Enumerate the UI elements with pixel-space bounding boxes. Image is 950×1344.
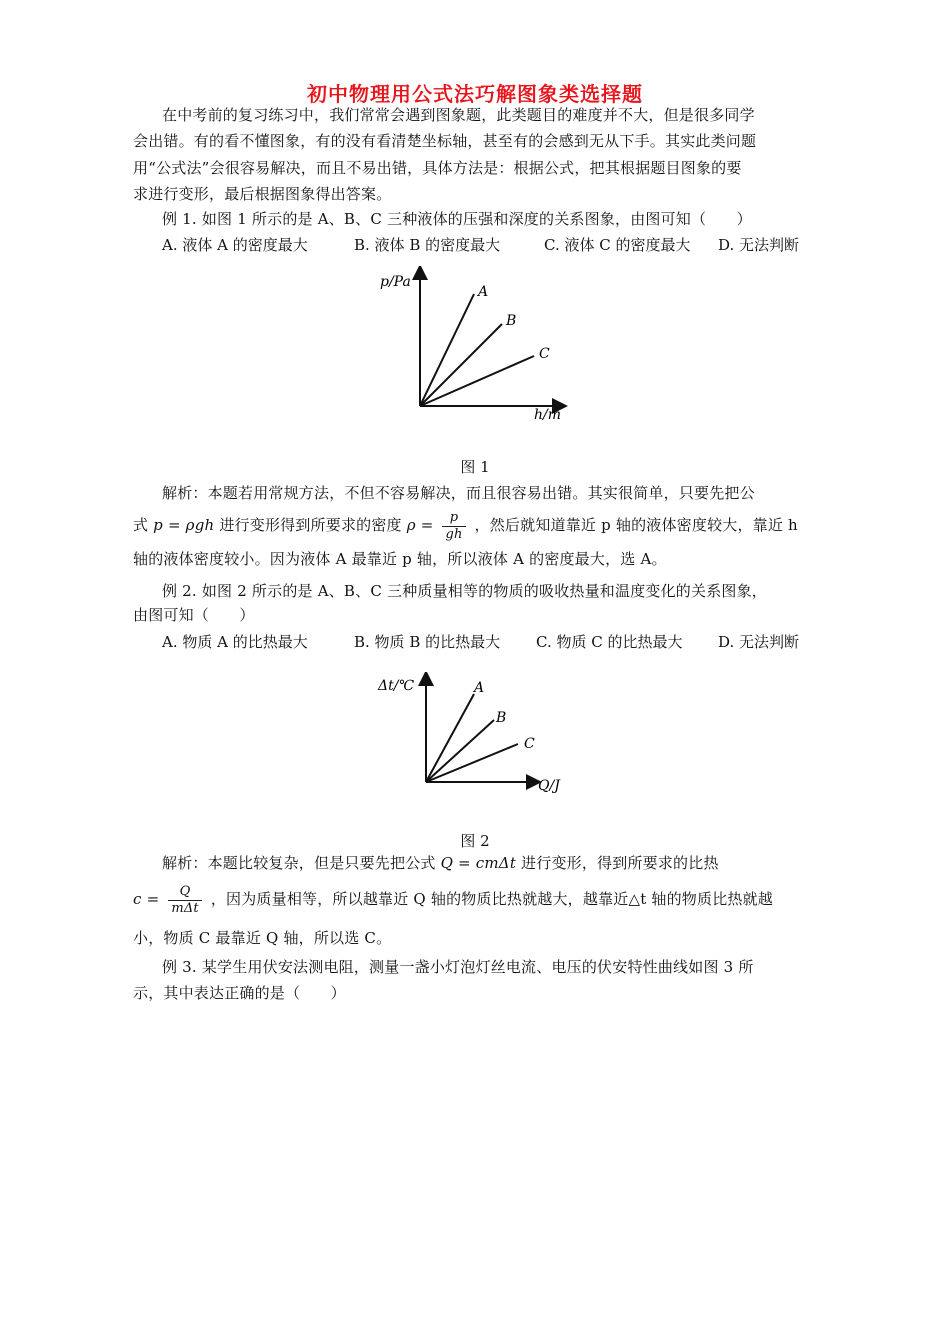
figure-1-x-label: h/m — [534, 407, 562, 423]
figure-1-line-b — [420, 324, 502, 406]
example-1-analysis-line-2: 式 p = ρgh 进行变形得到所要求的密度 ρ = $\frac{p}{gh}$ ，然后就知道靠近 p 轴的液体密度较大，靠近 h — [133, 509, 798, 542]
example-2-option-a: A. 物质 A 的比热最大 — [162, 633, 308, 651]
example-2-option-b: B. 物质 B 的比热最大 — [354, 633, 501, 651]
example-2-question-line-1: 例 2. 如图 2 所示的是 A、B、C 三种质量相等的物质的吸收热量和温度变化的关系图象， — [162, 582, 767, 600]
figure-1-caption: 图 1 — [460, 458, 490, 476]
intro-line-3: 用“公式法”会很容易解决，而且不易出错，具体方法是：根据公式，把其根据题目图象的要 — [133, 159, 742, 177]
example-1-option-a: A. 液体 A 的密度最大 — [162, 236, 308, 254]
figure-2-x-label: Q/J — [538, 778, 560, 794]
intro-line-1: 在中考前的复习练习中，我们常常会遇到图象题，此类题目的难度并不大，但是很多同学 — [162, 106, 755, 124]
intro-line-2: 会出错。有的看不懂图象，有的没有看清楚坐标轴，甚至有的会感到无从下手。其实此类问题 — [133, 132, 757, 150]
figure-1-graph — [370, 266, 580, 426]
example-2-option-d: D. 无法判断 — [718, 633, 800, 651]
example-1-option-b: B. 液体 B 的密度最大 — [354, 236, 501, 254]
example-1-question: 例 1. 如图 1 所示的是 A、B、C 三种液体的压强和深度的关系图象，由图可知（ ） — [162, 210, 752, 228]
figure-1-line-c — [420, 356, 534, 406]
figure-2-label-a: A — [474, 680, 485, 696]
example-2-option-c: C. 物质 C 的比热最大 — [536, 633, 683, 651]
figure-2-line-a — [426, 694, 474, 782]
example-1-option-c: C. 液体 C 的密度最大 — [544, 236, 691, 254]
figure-2-caption: 图 2 — [460, 832, 490, 850]
formula-density-fraction: $\frac{p}{gh}$ — [442, 510, 465, 543]
figure-2-graph — [374, 672, 584, 802]
example-1-analysis-line-3: 轴的液体密度较小。因为液体 A 最靠近 p 轴，所以液体 A 的密度最大，选 A。 — [133, 550, 667, 568]
figure-2-y-label: Δt/℃ — [378, 678, 415, 694]
figure-2-label-c: C — [524, 736, 535, 752]
formula-heat: Q = cmΔt — [440, 854, 517, 872]
example-1-analysis-line-1: 解析：本题若用常规方法，不但不容易解决，而且很容易出错。其实很简单，只要先把公 — [162, 484, 755, 502]
intro-line-4: 求进行变形，最后根据图象得出答案。 — [133, 185, 392, 203]
figure-1-y-label: p/Pa — [380, 274, 411, 290]
page-title: 初中物理用公式法巧解图象类选择题 — [307, 82, 643, 106]
figure-2-line-c — [426, 744, 518, 782]
figure-1-line-a — [420, 294, 474, 406]
example-3-question-line-1: 例 3. 某学生用伏安法测电阻，测量一盏小灯泡灯丝电流、电压的伏安特性曲线如图 3 所 — [162, 958, 754, 976]
example-3-question-line-2: 示，其中表达正确的是（ ） — [133, 984, 346, 1002]
example-2-analysis-line-2: c = $\frac{Q}{\text{mΔt}}$ ，因为质量相等，所以越靠近 Q 轴的物质比热就越大，越靠近△t 轴的物质比热就越 — [133, 883, 773, 916]
formula-specific-heat-fraction: $\frac{Q}{\text{mΔt}}$ — [168, 884, 202, 917]
figure-1-label-b: B — [506, 313, 517, 329]
figure-1-label-c: C — [539, 346, 550, 362]
example-2-analysis-line-3: 小，物质 C 最靠近 Q 轴，所以选 C。 — [133, 929, 392, 947]
figure-2-label-b: B — [496, 710, 507, 726]
formula-pressure: p = ρgh — [153, 516, 215, 534]
figure-2-line-b — [426, 720, 494, 782]
example-2-analysis-line-1: 解析：本题比较复杂，但是只要先把公式 Q = cmΔt 进行变形，得到所要求的比热 — [162, 854, 719, 872]
figure-1-label-a: A — [478, 284, 489, 300]
example-1-option-d: D. 无法判断 — [718, 236, 800, 254]
example-2-question-line-2: 由图可知（ ） — [133, 606, 255, 624]
